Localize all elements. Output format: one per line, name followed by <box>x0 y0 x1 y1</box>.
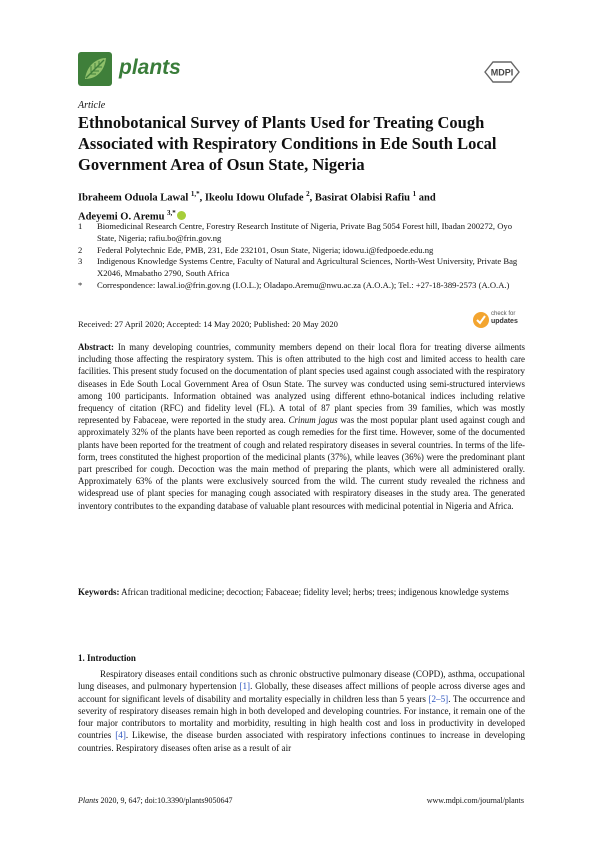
author-affil-sup: 1,* <box>190 190 200 198</box>
affiliation-mark: 3 <box>78 256 83 267</box>
author-and: and <box>418 192 436 204</box>
affiliation-mark: 2 <box>78 244 83 255</box>
abstract-text-2: was the most popular plant used against cough and approximately 32% of the plants have been reported as cough remedies for the first time. However, some of the documented plants have been reported for the treatment of cough and related respiratory diseases in several countries. In terms of the life-form, trees constituted the highest proportion of the medicinal plants (37%), while leaves (36%) were the predominant plant part prescribed for cough. Decoction was the main method of preparing the plants, which were all administered orally. Approximately 63% of the plants were exclusively sourced from the wild. The current study revealed the richness and widespread use of plant species for managing cough associated with respiratory diseases in the study area. The generated inventory contributes to the expanding database of valuable plant resources with medicinal potential in Nigeria and Africa. <box>78 415 525 511</box>
intro-text: . Likewise, the disease burden associated with respiratory infections continues to increase in developing countries. Respiratory diseases often arise as a result of air <box>78 730 525 753</box>
abstract-species: Crinum jagus <box>288 415 338 426</box>
abstract-label: Abstract: <box>78 342 114 352</box>
check-updates-badge[interactable] <box>491 311 518 326</box>
affiliation-text: Indigenous Knowledge Systems Centre, Faculty of Natural and Agricultural Sciences, North-West University, Private Bag X2046, Mmabatho 2790, South Africa <box>97 256 518 279</box>
footer-citation <box>78 796 232 805</box>
affiliation-item <box>78 221 518 245</box>
intro-text: . Globally, these diseases affect millions of people across diverse ages and account for significant levels of disability and mortality especially in children less than 5 years <box>78 681 525 704</box>
citation-link[interactable]: [4] <box>115 730 126 741</box>
article-title: Ethnobotanical Survey of Plants Used for Treating Cough Associated with Respiratory Conditions in Ede South Local Government Area of Osun State, Nigeria <box>78 113 497 174</box>
affiliation-item <box>78 245 518 257</box>
check-updates-line2: updates <box>491 318 518 325</box>
author-name[interactable]: Adeyemi O. Aremu <box>78 211 165 222</box>
affiliation-text: Biomedicinal Research Centre, Forestry Research Institute of Nigeria, Private Bag 5054 Forest hill, Ibadan 200272, Oyo State, Nigeria; rafiu.bo@frin.gov.ng <box>97 221 513 243</box>
orcid-icon[interactable] <box>177 211 186 220</box>
intro-text: . The occurrence and severity of respiratory diseases remain high in both developed and developing countries. For instance, it remain one of the four major contributors to mortality and morbidity, resulting in high health cost and loss in productivity in developed countries <box>78 693 526 741</box>
author-list: Ibraheem Oduola Lawal $^{1,*}$, Ikeolu Idowu Olufade $^2$, Basirat Olabisi Rafiu $^1$ and Adeyemi O. Aremu $^{3,*}$ <box>78 190 436 222</box>
section-heading: 1. Introduction <box>78 653 136 663</box>
footer-doi[interactable]: 2020, 9, 647; doi:10.3390/plants9050647 <box>100 796 233 805</box>
keywords <box>78 586 525 598</box>
affiliation-mark: 1 <box>78 221 83 231</box>
citation-link[interactable]: [1] <box>239 681 251 692</box>
author-affil-sup: 3,* <box>167 208 176 217</box>
footer-journal: Plants <box>78 796 99 805</box>
affiliation-text: Federal Polytechnic Ede, PMB, 231, Ede 232101, Osun State, Nigeria; idowu.i@fedpoede.edu.ng <box>97 244 434 255</box>
keywords-text: African traditional medicine; decoction; Fabaceae; fidelity level; herbs; trees; indigenous knowledge systems <box>121 587 509 597</box>
intro-paragraph <box>78 668 525 754</box>
citation-link[interactable]: [2–5] <box>428 693 449 704</box>
author-name[interactable]: Ibraheem Oduola Lawal <box>78 192 189 204</box>
intro-text: Respiratory diseases entail conditions such as chronic obstructive pulmonary disease (COPD), asthma, occupational lung diseases, and pulmonary hypertension <box>78 669 525 692</box>
author-affil-sup: 1 <box>412 190 417 198</box>
affiliations <box>78 221 518 292</box>
keywords-label: Keywords: <box>78 587 120 597</box>
correspondence-item <box>78 280 518 292</box>
author-name[interactable]: Ikeolu Idowu Olufade <box>204 192 304 204</box>
affiliation-mark: * <box>78 279 83 290</box>
check-updates-line1: check for <box>491 311 516 317</box>
mdpi-logo <box>481 60 523 84</box>
journal-name: plants <box>119 56 181 79</box>
correspondence-text: Correspondence: lawal.io@frin.gov.ng (I.O.L.); Oladapo.Aremu@nwu.ac.za (A.O.A.); Tel.: +27-18-389-2573 (A.O.A.) <box>97 279 510 290</box>
abstract <box>78 341 525 512</box>
abstract-text-1: In many developing countries, community members depend on their local flora for treating diverse ailments including those affecting the respiratory system. This is often attributed to the high cost and limited access to health care facilities. This present study focused on the documentation of plant species used against cough associated with the respiratory diseases in Ede South Local Government Area of Osun State. The survey was conducted using semi-structured interviews among 100 participants. Information obtained was analyzed using different ethno-botanical indices including relative frequency of citation (RFC) and fidelity level (FL). A total of 87 plant species from 39 families, which was mostly represented by Fabaceae, were reported in the study area. <box>78 342 525 426</box>
publisher-name: MDPI <box>490 67 514 78</box>
leaf-icon <box>78 52 112 86</box>
author-name[interactable]: Basirat Olabisi Rafiu <box>314 192 410 204</box>
article-type: Article <box>78 100 106 111</box>
publication-dates: Received: 27 April 2020; Accepted: 14 May 2020; Published: 20 May 2020 <box>78 319 338 329</box>
author-affil-sup: 2 <box>306 190 310 198</box>
footer-url[interactable]: www.mdpi.com/journal/plants <box>426 796 524 805</box>
affiliation-item <box>78 256 518 280</box>
